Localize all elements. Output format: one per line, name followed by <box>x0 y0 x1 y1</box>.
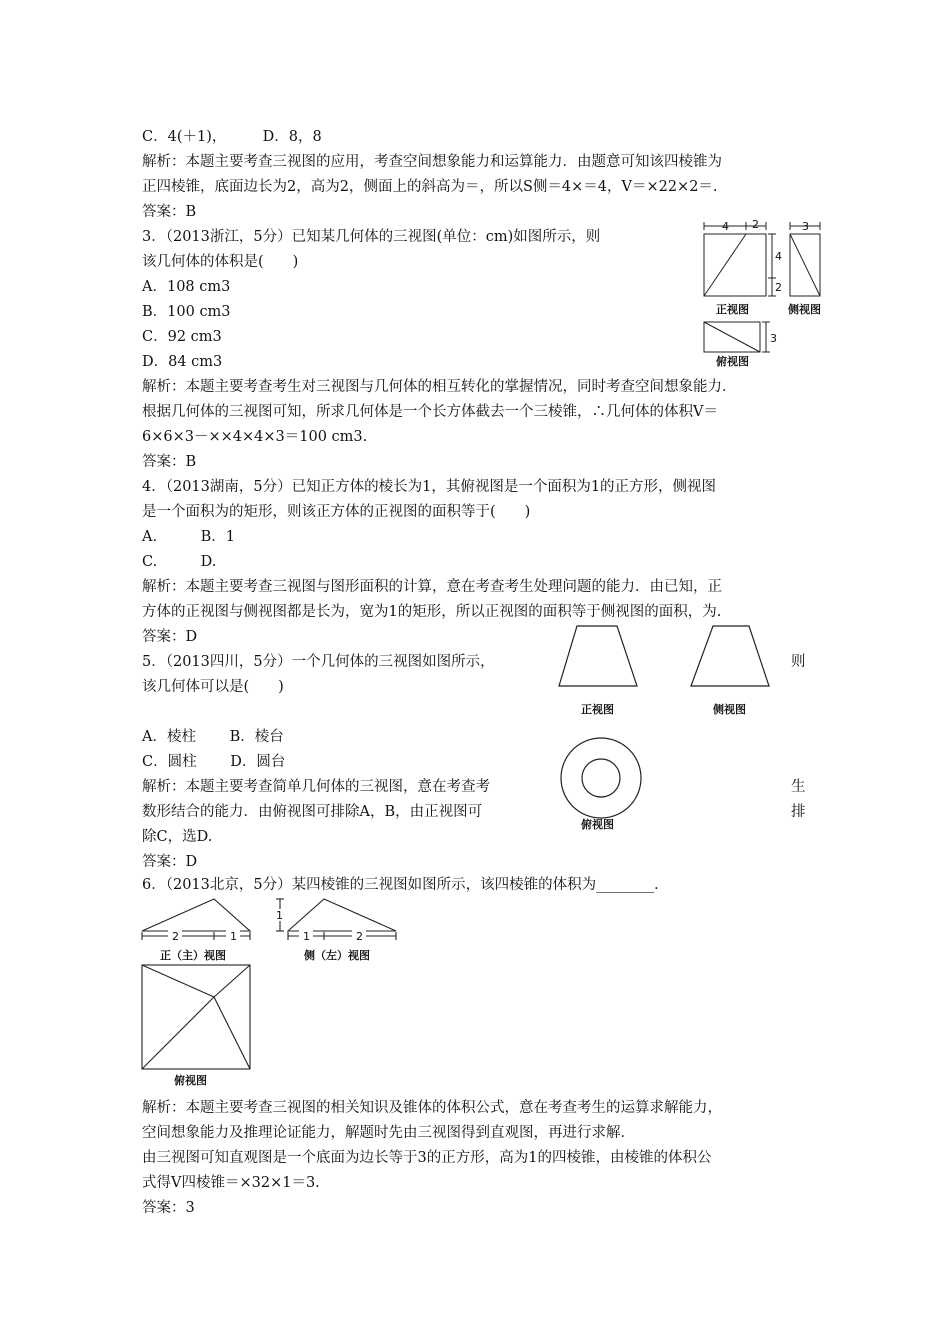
side-view-trapezoid <box>691 626 769 686</box>
analysis-line: 除C，选D. <box>142 829 213 845</box>
analysis-line: 方体的正视图与侧视图都是长为，宽为1的矩形，所以正视图的面积等于侧视图的面积，为. <box>142 604 722 620</box>
q3-three-view-figure <box>698 218 828 368</box>
analysis-line: 由三视图可知直观图是一个底面为边长等于3的正方形，高为1的四棱锥，由棱锥的体积公 <box>142 1150 712 1166</box>
analysis-line: 解析：本题主要考查三视图的应用，考查空间想象能力和运算能力．由题意可知该四棱锥为 <box>142 154 722 170</box>
dim-label: 4 <box>775 250 782 263</box>
analysis-line: 数形结合的能力．由俯视图可排除A，B，由正视图可 <box>142 804 483 820</box>
dim-label: 2 <box>172 930 179 943</box>
option-b: B．100 cm3 <box>142 304 231 320</box>
dim-label: 2 <box>775 281 782 294</box>
option-line: C．圆柱 D．圆台 <box>142 754 286 770</box>
q6-three-view-figure <box>138 893 398 1088</box>
dim-label: 1 <box>276 909 283 922</box>
dim-label: 4 <box>722 220 729 233</box>
analysis-line: 正四棱锥，底面边长为2，高为2，侧面上的斜高为＝，所以S侧＝4×＝4，V＝×22×2＝. <box>142 179 718 195</box>
answer-line: 答案：B <box>142 454 197 470</box>
option-c: C．92 cm3 <box>142 329 222 345</box>
analysis-line: 式得V四棱锥＝×32×1＝3. <box>142 1175 320 1191</box>
analysis-line: 解析：本题主要考查考生对三视图与几何体的相互转化的掌握情况，同时考查空间想象能力． <box>142 379 737 395</box>
top-view-caption: 俯视图 <box>716 355 749 368</box>
analysis-line: 解析：本题主要考查三视图的相关知识及锥体的体积公式，意在考查考生的运算求解能力， <box>142 1100 722 1116</box>
analysis-line: 根据几何体的三视图可知，所求几何体是一个长方体截去一个三棱锥，∴几何体的体积V＝ <box>142 404 718 420</box>
question-6-line: 6．（2013北京，5分）某四棱锥的三视图如图所示，该四棱锥的体积为________． <box>142 877 669 893</box>
dim-label: 1 <box>303 930 310 943</box>
question-4-line: 4．（2013湖南，5分）已知正方体的棱长为1，其俯视图是一个面积为1的正方形，侧视图 <box>142 479 717 495</box>
question-3-line: 该几何体的体积是( ) <box>142 254 299 270</box>
analysis-line: 6×6×3－××4×4×3＝100 cm3. <box>142 429 368 445</box>
side-view-triangle <box>288 899 396 931</box>
top-view-inner-circle <box>582 759 620 797</box>
option-line: C．4(＋1)， D．8，8 <box>142 129 322 145</box>
q5-three-view-figure <box>555 620 785 835</box>
option-d: D．84 cm3 <box>142 354 223 370</box>
question-3-line: 3．（2013浙江，5分）已知某几何体的三视图(单位：cm)如图所示，则 <box>142 229 601 245</box>
dim-label: 3 <box>802 220 809 233</box>
option-line: C. D. <box>142 554 217 570</box>
front-view-rect <box>704 234 766 296</box>
dim-label: 3 <box>770 332 777 345</box>
question-5-line: 该几何体可以是( ) <box>142 679 284 695</box>
analysis-line-tail: 生 <box>791 779 806 795</box>
top-view-outer-circle <box>561 738 641 818</box>
option-a: A．108 cm3 <box>142 279 231 295</box>
dim-label: 2 <box>356 930 363 943</box>
analysis-line: 解析：本题主要考查简单几何体的三视图，意在考查考 <box>142 779 490 795</box>
question-4-line: 是一个面积为的矩形，则该正方体的正视图的面积等于( ) <box>142 504 531 520</box>
analysis-line-tail: 排 <box>791 804 806 820</box>
top-view-caption: 俯视图 <box>581 818 614 831</box>
analysis-line: 解析：本题主要考查三视图与图形面积的计算，意在考查考生处理问题的能力．由已知，正 <box>142 579 722 595</box>
question-5-line-tail: 则 <box>791 654 806 670</box>
front-view-diagonal <box>704 234 746 296</box>
front-view-trapezoid <box>559 626 637 686</box>
front-view-caption: 正（主）视图 <box>160 949 226 962</box>
side-view-caption: 侧视图 <box>788 303 821 316</box>
answer-line: 答案：B <box>142 204 197 220</box>
question-5-line: 5．（2013四川，5分）一个几何体的三视图如图所示， <box>142 654 495 670</box>
answer-line: 答案：D <box>142 854 198 870</box>
dim-label: 1 <box>230 930 237 943</box>
answer-line: 答案：3 <box>142 1200 195 1216</box>
side-view-caption: 侧（左）视图 <box>304 949 370 962</box>
top-view-caption: 俯视图 <box>174 1074 207 1087</box>
option-line: A．棱柱 B．棱台 <box>142 729 284 745</box>
analysis-line: 空间想象能力及推理论证能力，解题时先由三视图得到直观图，再进行求解． <box>142 1125 635 1141</box>
dim-label: 2 <box>752 218 759 231</box>
front-view-caption: 正视图 <box>581 703 614 716</box>
option-line: A. B．1 <box>142 529 235 545</box>
answer-line: 答案：D <box>142 629 198 645</box>
front-view-caption: 正视图 <box>716 303 749 316</box>
side-view-caption: 侧视图 <box>713 703 746 716</box>
front-view-triangle <box>142 899 250 931</box>
